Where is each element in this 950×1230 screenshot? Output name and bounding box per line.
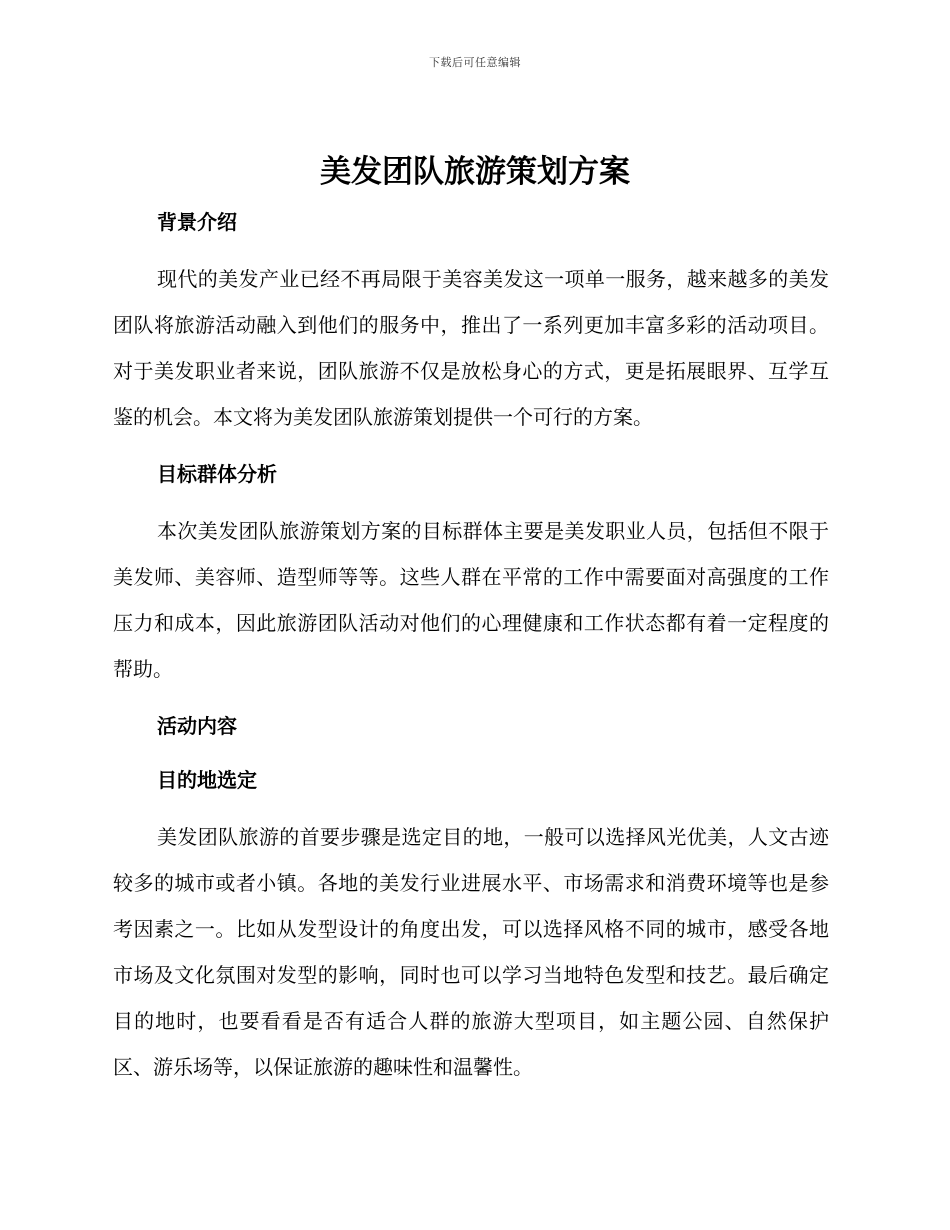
section-heading-background: 背景介绍 (157, 210, 237, 234)
section-heading-activity: 活动内容 (157, 714, 237, 738)
section-heading-target-group: 目标群体分析 (157, 462, 277, 486)
section-paragraph-background: 现代的美发产业已经不再局限于美容美发这一项单一服务，越来越多的美发团队将旅游活动融入到他们的服务中，推出了一系列更加丰富多彩的活动项目。对于美发职业者来说，团队旅游不仅是放松身心的方式，更是拓展眼界、互学互鉴的机会。本文将为美发团队旅游策划提供一个可行的方案。 (113, 267, 829, 429)
document-title: 美发团队旅游策划方案 (320, 154, 630, 190)
section-paragraph-destination: 美发团队旅游的首要步骤是选定目的地，一般可以选择风光优美，人文古迹较多的城市或者小镇。各地的美发行业进展水平、市场需求和消费环境等也是参考因素之一。比如从发型设计的角度出发，可以选择风格不同的城市，感受各地市场及文化氛围对发型的影响，同时也可以学习当地特色发型和技艺。最后确定目的地时，也要看看是否有适合人群的旅游大型项目，如主题公园、自然保护区、游乐场等，以保证旅游的趣味性和温馨性。 (113, 825, 829, 1079)
document-body (113, 202, 829, 1090)
section-heading-destination: 目的地选定 (157, 768, 257, 792)
header-note: 下载后可任意编辑 (429, 56, 521, 69)
section-paragraph-target-group: 本次美发团队旅游策划方案的目标群体主要是美发职业人员，包括但不限于美发师、美容师、造型师等等。这些人群在平常的工作中需要面对高强度的工作压力和成本，因此旅游团队活动对他们的心理健康和工作状态都有着一定程度的帮助。 (113, 519, 829, 681)
